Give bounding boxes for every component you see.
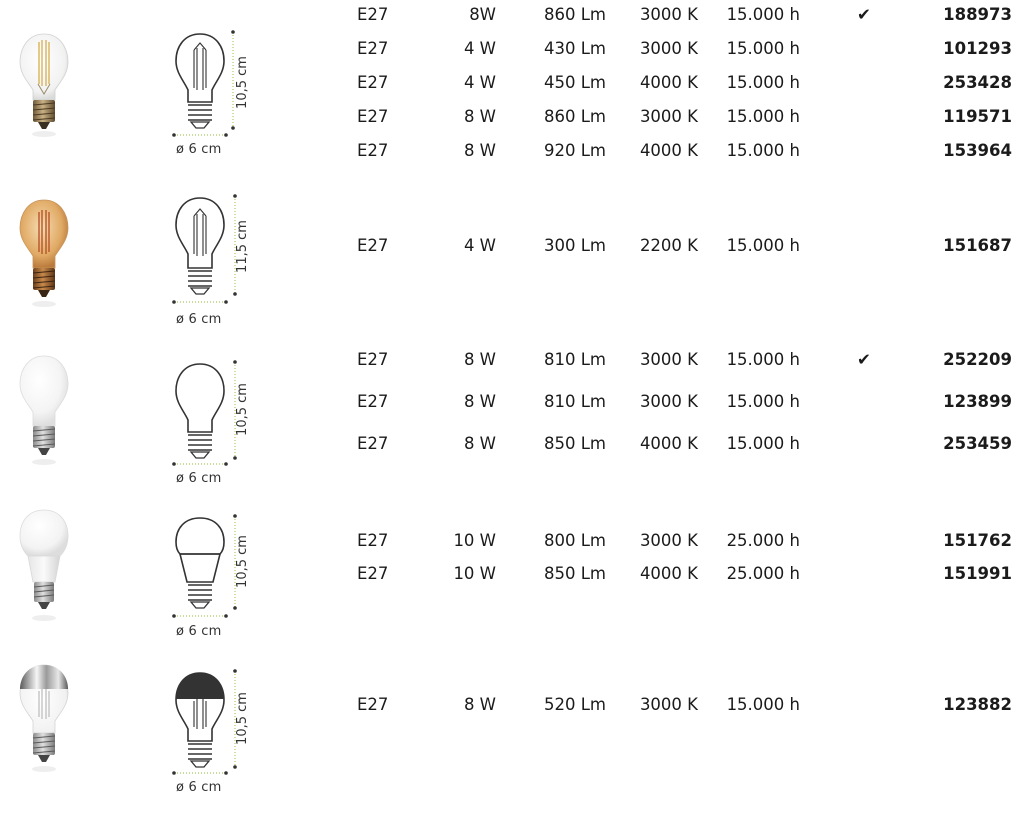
socket-cell: E27 bbox=[357, 392, 389, 411]
dimension-drawing bbox=[166, 669, 266, 809]
height-label: 10,5 cm bbox=[234, 692, 250, 745]
lifetime-cell: 15.000 h bbox=[726, 236, 800, 255]
watt-cell: 4 W bbox=[463, 39, 496, 58]
bulb-outline-icon bbox=[166, 669, 266, 781]
socket-cell: E27 bbox=[357, 107, 389, 126]
kelvin-cell: 4000 K bbox=[639, 564, 698, 583]
kelvin-cell: 4000 K bbox=[639, 141, 698, 160]
kelvin-cell: 2200 K bbox=[639, 236, 698, 255]
article-code-cell: 119571 bbox=[943, 107, 1012, 126]
diameter-label: ø 6 cm bbox=[176, 471, 222, 486]
bulb-group-opal bbox=[0, 340, 1020, 500]
watt-cell: 8 W bbox=[463, 434, 496, 453]
kelvin-cell: 4000 K bbox=[639, 434, 698, 453]
lumen-cell: 520 Lm bbox=[543, 695, 606, 714]
table-row bbox=[0, 107, 1020, 129]
check-icon: ✔ bbox=[857, 5, 871, 24]
watt-cell: 8W bbox=[469, 5, 496, 24]
bulb-photo-silver-top bbox=[8, 659, 80, 777]
watt-cell: 8 W bbox=[463, 107, 496, 126]
bulb-group-clear-filament bbox=[0, 0, 1020, 180]
lumen-cell: 300 Lm bbox=[543, 236, 606, 255]
socket-cell: E27 bbox=[357, 564, 389, 583]
watt-cell: 8 W bbox=[463, 695, 496, 714]
check-icon: ✔ bbox=[857, 350, 871, 369]
socket-cell: E27 bbox=[357, 5, 389, 24]
watt-cell: 8 W bbox=[463, 392, 496, 411]
dimension-drawing bbox=[166, 360, 266, 490]
table-row bbox=[0, 434, 1020, 456]
lifetime-cell: 15.000 h bbox=[726, 73, 800, 92]
lifetime-cell: 15.000 h bbox=[726, 107, 800, 126]
socket-cell: E27 bbox=[357, 39, 389, 58]
watt-cell: 10 W bbox=[453, 531, 496, 550]
lifetime-cell: 15.000 h bbox=[726, 141, 800, 160]
watt-cell: 4 W bbox=[463, 236, 496, 255]
lifetime-cell: 25.000 h bbox=[726, 531, 800, 550]
diameter-label: ø 6 cm bbox=[176, 624, 222, 639]
height-label: 11,5 cm bbox=[234, 220, 250, 273]
article-code-cell: 151762 bbox=[943, 531, 1012, 550]
table-row bbox=[0, 392, 1020, 414]
lifetime-cell: 15.000 h bbox=[726, 5, 800, 24]
kelvin-cell: 3000 K bbox=[639, 531, 698, 550]
watt-cell: 4 W bbox=[463, 73, 496, 92]
height-label: 10,5 cm bbox=[234, 56, 250, 109]
table-row bbox=[0, 39, 1020, 61]
lumen-cell: 860 Lm bbox=[543, 107, 606, 126]
lumen-cell: 850 Lm bbox=[543, 434, 606, 453]
table-row bbox=[0, 350, 1020, 372]
height-label: 10,5 cm bbox=[234, 535, 250, 588]
watt-cell: 8 W bbox=[463, 350, 496, 369]
table-row bbox=[0, 695, 1020, 717]
socket-cell: E27 bbox=[357, 73, 389, 92]
lumen-cell: 810 Lm bbox=[543, 392, 606, 411]
lumen-cell: 450 Lm bbox=[543, 73, 606, 92]
kelvin-cell: 4000 K bbox=[639, 73, 698, 92]
article-code-cell: 253428 bbox=[943, 73, 1012, 92]
article-code-cell: 153964 bbox=[943, 141, 1012, 160]
lumen-cell: 860 Lm bbox=[543, 5, 606, 24]
lumen-cell: 430 Lm bbox=[543, 39, 606, 58]
bulb-group-amber-filament bbox=[0, 180, 1020, 340]
height-label: 10,5 cm bbox=[234, 383, 250, 436]
article-code-cell: 253459 bbox=[943, 434, 1012, 453]
kelvin-cell: 3000 K bbox=[639, 5, 698, 24]
socket-cell: E27 bbox=[357, 695, 389, 714]
table-row bbox=[0, 531, 1020, 553]
table-row bbox=[0, 141, 1020, 163]
diameter-label: ø 6 cm bbox=[176, 312, 222, 327]
socket-cell: E27 bbox=[357, 350, 389, 369]
table-row bbox=[0, 236, 1020, 258]
socket-cell: E27 bbox=[357, 141, 389, 160]
lumen-cell: 850 Lm bbox=[543, 564, 606, 583]
article-code-cell: 151687 bbox=[943, 236, 1012, 255]
kelvin-cell: 3000 K bbox=[639, 350, 698, 369]
socket-cell: E27 bbox=[357, 236, 389, 255]
article-code-cell: 101293 bbox=[943, 39, 1012, 58]
table-row bbox=[0, 73, 1020, 95]
lumen-cell: 800 Lm bbox=[543, 531, 606, 550]
bulb-group-silver-top bbox=[0, 655, 1020, 813]
lumen-cell: 810 Lm bbox=[543, 350, 606, 369]
watt-cell: 10 W bbox=[453, 564, 496, 583]
lifetime-cell: 15.000 h bbox=[726, 392, 800, 411]
article-code-cell: 123882 bbox=[943, 695, 1012, 714]
bulb-group-led-opal bbox=[0, 500, 1020, 655]
lifetime-cell: 15.000 h bbox=[726, 39, 800, 58]
lifetime-cell: 15.000 h bbox=[726, 434, 800, 453]
lifetime-cell: 15.000 h bbox=[726, 695, 800, 714]
kelvin-cell: 3000 K bbox=[639, 107, 698, 126]
article-code-cell: 188973 bbox=[943, 5, 1012, 24]
article-code-cell: 151991 bbox=[943, 564, 1012, 583]
diameter-label: ø 6 cm bbox=[176, 142, 222, 157]
socket-cell: E27 bbox=[357, 531, 389, 550]
article-code-cell: 252209 bbox=[943, 350, 1012, 369]
table-row bbox=[0, 5, 1020, 27]
lifetime-cell: 25.000 h bbox=[726, 564, 800, 583]
socket-cell: E27 bbox=[357, 434, 389, 453]
table-row bbox=[0, 564, 1020, 586]
article-code-cell: 123899 bbox=[943, 392, 1012, 411]
kelvin-cell: 3000 K bbox=[639, 392, 698, 411]
diameter-label: ø 6 cm bbox=[176, 780, 222, 795]
kelvin-cell: 3000 K bbox=[639, 695, 698, 714]
lifetime-cell: 15.000 h bbox=[726, 350, 800, 369]
kelvin-cell: 3000 K bbox=[639, 39, 698, 58]
dimension-drawing bbox=[166, 194, 266, 334]
lumen-cell: 920 Lm bbox=[543, 141, 606, 160]
watt-cell: 8 W bbox=[463, 141, 496, 160]
